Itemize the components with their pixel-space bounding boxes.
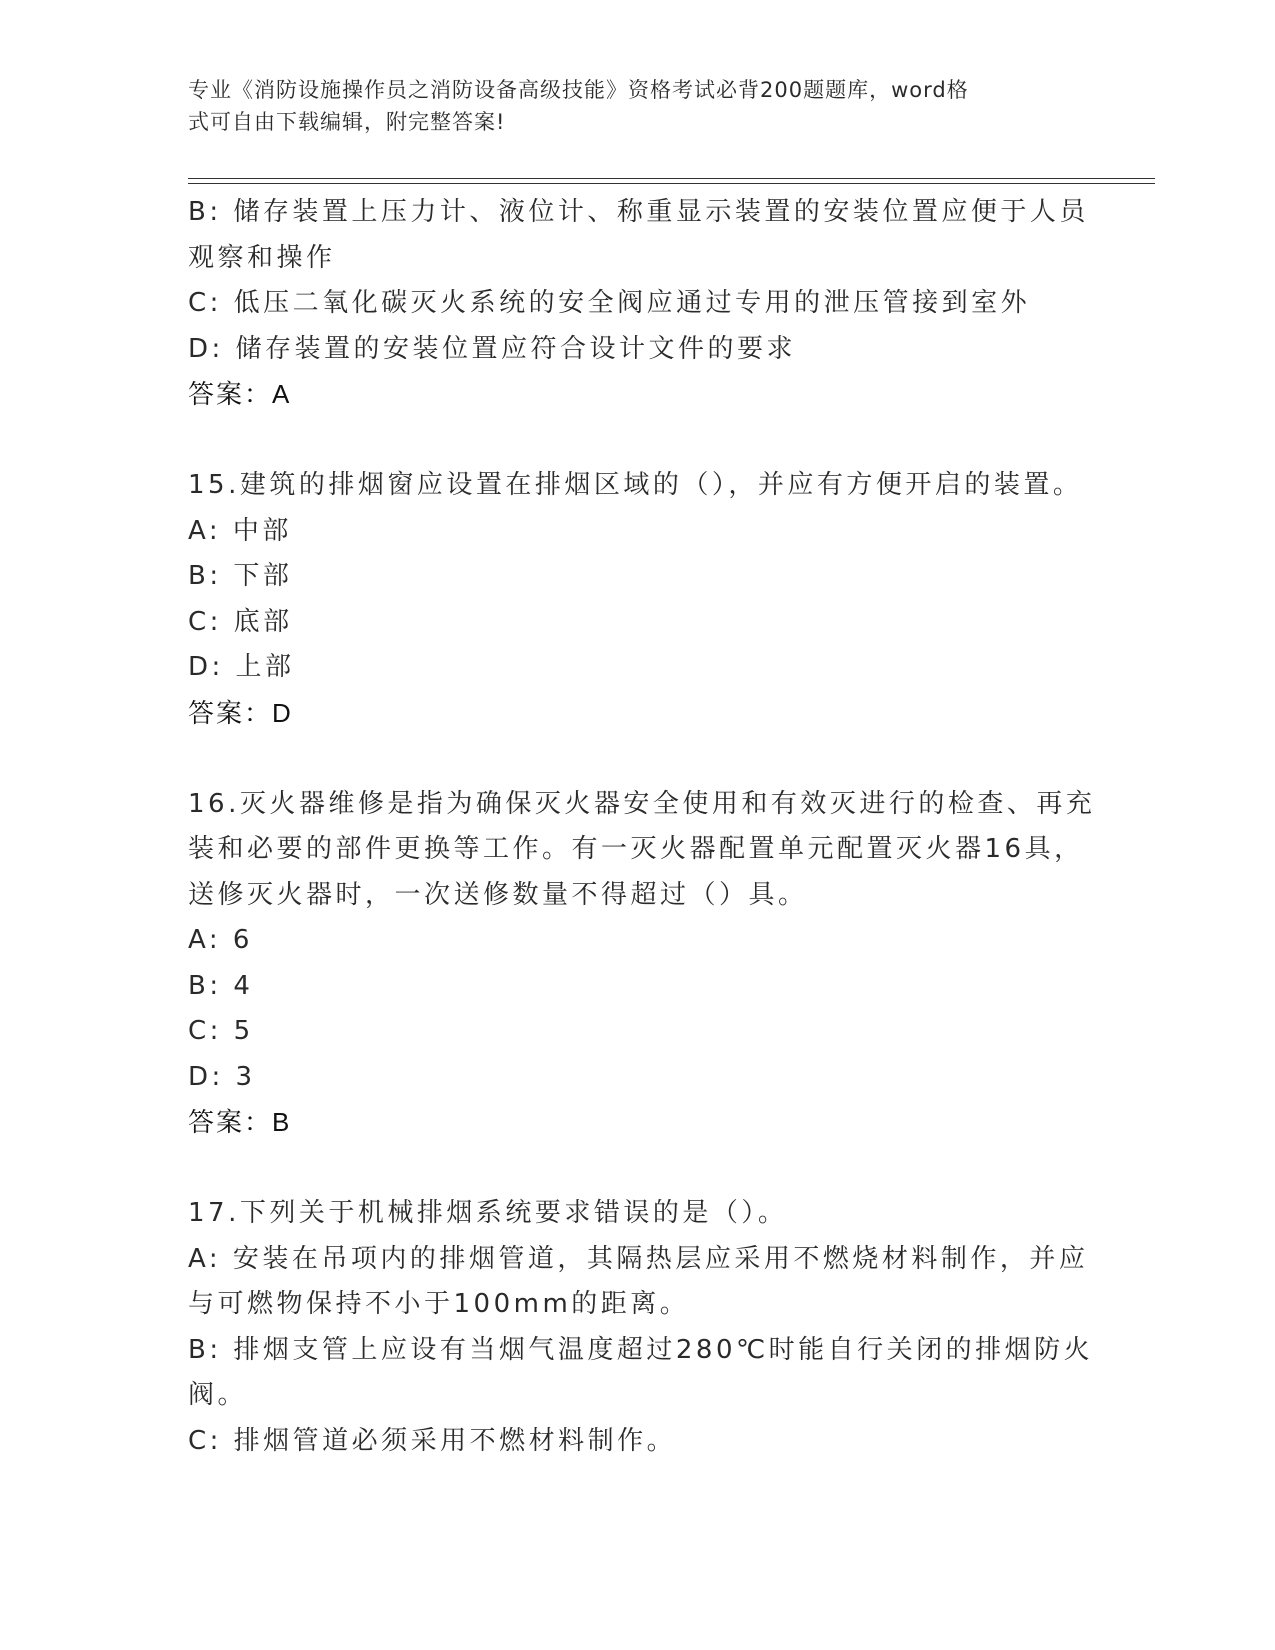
question-14 <box>188 190 1088 418</box>
question-stem-line-3: 送修灭火器时，一次送修数量不得超过（）具。 <box>188 879 808 910</box>
spacer <box>188 1146 1088 1192</box>
option-d: D: 3 <box>188 1061 256 1092</box>
option-b: B: 下部 <box>188 561 293 591</box>
document-header <box>188 74 1068 138</box>
option-a-line-1: A: 安装在吊项内的排烟管道，其隔热层应采用不燃烧材料制作，并应 <box>188 1243 1089 1274</box>
question-stem: 17.下列关于机械排烟系统要求错误的是（）。 <box>188 1198 788 1228</box>
question-content <box>188 190 1096 1464</box>
option-b-line-1: B: 储存装置上压力计、液位计、称重显示装置的安装位置应便于人员 <box>188 197 1089 227</box>
header-divider-bottom <box>188 183 1155 184</box>
option-a-line-2: 与可燃物保持不小于100mm的距离。 <box>188 1289 690 1319</box>
option-b-line-2: 观察和操作 <box>188 242 336 273</box>
question-17 <box>188 1191 1094 1464</box>
spacer <box>188 418 1088 464</box>
option-d: D: 上部 <box>188 652 295 682</box>
header-line-2: 式可自由下载编辑，附完整答案! <box>188 110 506 134</box>
option-b: B: 4 <box>188 970 254 1001</box>
question-15 <box>188 463 1088 736</box>
option-b-line-2: 阀。 <box>188 1380 248 1410</box>
spacer <box>188 736 1088 782</box>
option-a: A: 6 <box>188 925 253 955</box>
answer: 答案：A <box>188 379 292 409</box>
answer: 答案：B <box>188 1107 292 1137</box>
question-stem-line-2: 装和必要的部件更换等工作。有一灭火器配置单元配置灭火器16具， <box>188 834 1084 864</box>
header-line-1: 专业《消防设施操作员之消防设备高级技能》资格考试必背200题题库，word格 <box>188 78 969 102</box>
header-divider-top <box>188 178 1155 179</box>
question-16 <box>188 782 1096 1146</box>
option-d: D: 储存装置的安装位置应符合设计文件的要求 <box>188 333 797 364</box>
question-stem: 15.建筑的排烟窗应设置在排烟区域的（），并应有方便开启的装置。 <box>188 470 1083 500</box>
option-a: A: 中部 <box>188 515 292 546</box>
option-c: C: 排烟管道必须采用不燃材料制作。 <box>188 1425 677 1456</box>
option-c: C: 5 <box>188 1016 254 1046</box>
option-c: C: 底部 <box>188 606 293 637</box>
answer: 答案：D <box>188 697 293 728</box>
option-c: C: 低压二氧化碳灭火系统的安全阀应通过专用的泄压管接到室外 <box>188 288 1031 318</box>
question-stem-line-1: 16.灭火器维修是指为确保灭火器安全使用和有效灭进行的检查、再充 <box>188 788 1096 819</box>
option-b-line-1: B: 排烟支管上应设有当烟气温度超过280℃时能自行关闭的排烟防火 <box>188 1334 1094 1365</box>
